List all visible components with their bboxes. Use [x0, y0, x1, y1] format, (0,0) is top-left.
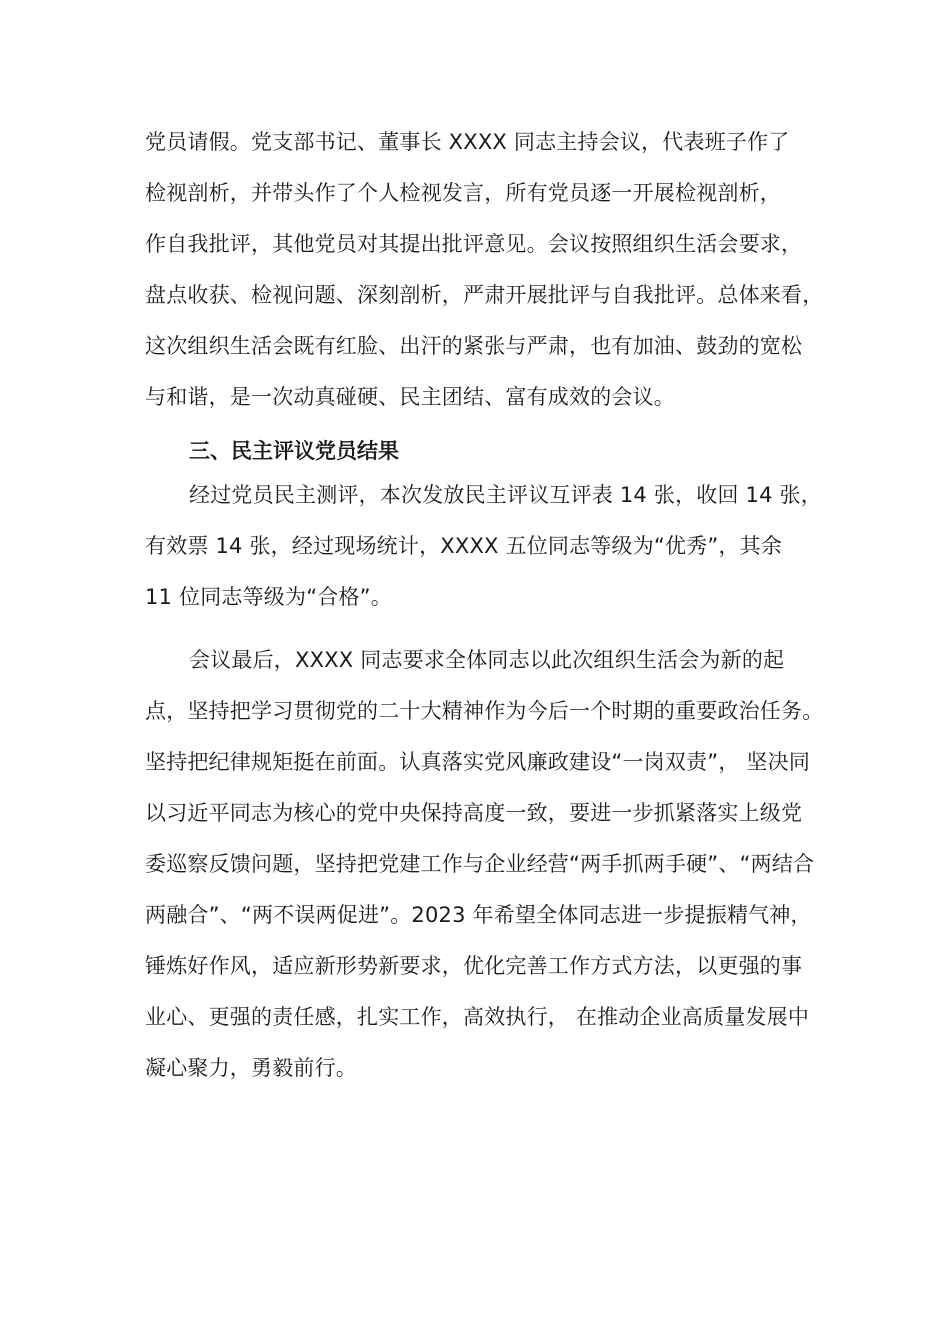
paragraph-1-line-3: 作自我批评，其他党员对其提出批评意见。会议按照组织生活会要求， [145, 232, 803, 256]
paragraph-3-line-3: 坚持把纪律规矩挺在前面。认真落实党风廉政建设“一岗双责”， 坚决同 [145, 750, 811, 774]
paragraph-3-line-8: 业心、更强的责任感，扎实工作，高效执行， 在推动企业高质量发展中 [145, 1005, 810, 1029]
paragraph-3-line-4: 以习近平同志为核心的党中央保持高度一致，要进一步抓紧落实上级党 [145, 801, 803, 825]
paragraph-1-line-1: 党员请假。党支部书记、董事长 XXXX 同志主持会议，代表班子作了 [145, 130, 790, 154]
section-3-line-1: 经过党员民主测评，本次发放民主评议互评表 14 张，收回 14 张， [189, 483, 822, 507]
paragraph-3-line-7: 锤炼好作风，适应新形势新要求，优化完善工作方式方法，以更强的事 [145, 954, 803, 978]
paragraph-3-line-5: 委巡察反馈问题，坚持把党建工作与企业经营“两手抓两手硬”、“两结合 [145, 852, 815, 876]
section-3-heading: 三、民主评议党员结果 [189, 439, 399, 463]
section-3-line-3: 11 位同志等级为“合格”。 [145, 585, 392, 609]
paragraph-3-line-6: 两融合”、“两不误两促进”。2023 年希望全体同志进一步提振精气神， [145, 903, 812, 927]
paragraph-3-line-2: 点，坚持把学习贯彻党的二十大精神作为今后一个时期的重要政治任务。 [145, 699, 824, 723]
paragraph-3-line-9: 凝心聚力，勇毅前行。 [145, 1056, 357, 1080]
paragraph-1-line-5: 这次组织生活会既有红脸、出汗的紧张与严肃，也有加油、鼓劲的宽松 [145, 334, 803, 358]
paragraph-1-line-4: 盘点收获、检视问题、深刻剖析，严肃开展批评与自我批评。总体来看， [145, 283, 824, 307]
section-3-line-2: 有效票 14 张，经过现场统计，XXXX 五位同志等级为“优秀”，其余 [145, 534, 783, 558]
paragraph-1-line-6: 与和谐，是一次动真碰硬、民主团结、富有成效的会议。 [145, 385, 675, 409]
paragraph-3-line-1: 会议最后，XXXX 同志要求全体同志以此次组织生活会为新的起 [189, 648, 785, 672]
paragraph-1-line-2: 检视剖析，并带头作了个人检视发言，所有党员逐一开展检视剖析， [145, 181, 781, 205]
